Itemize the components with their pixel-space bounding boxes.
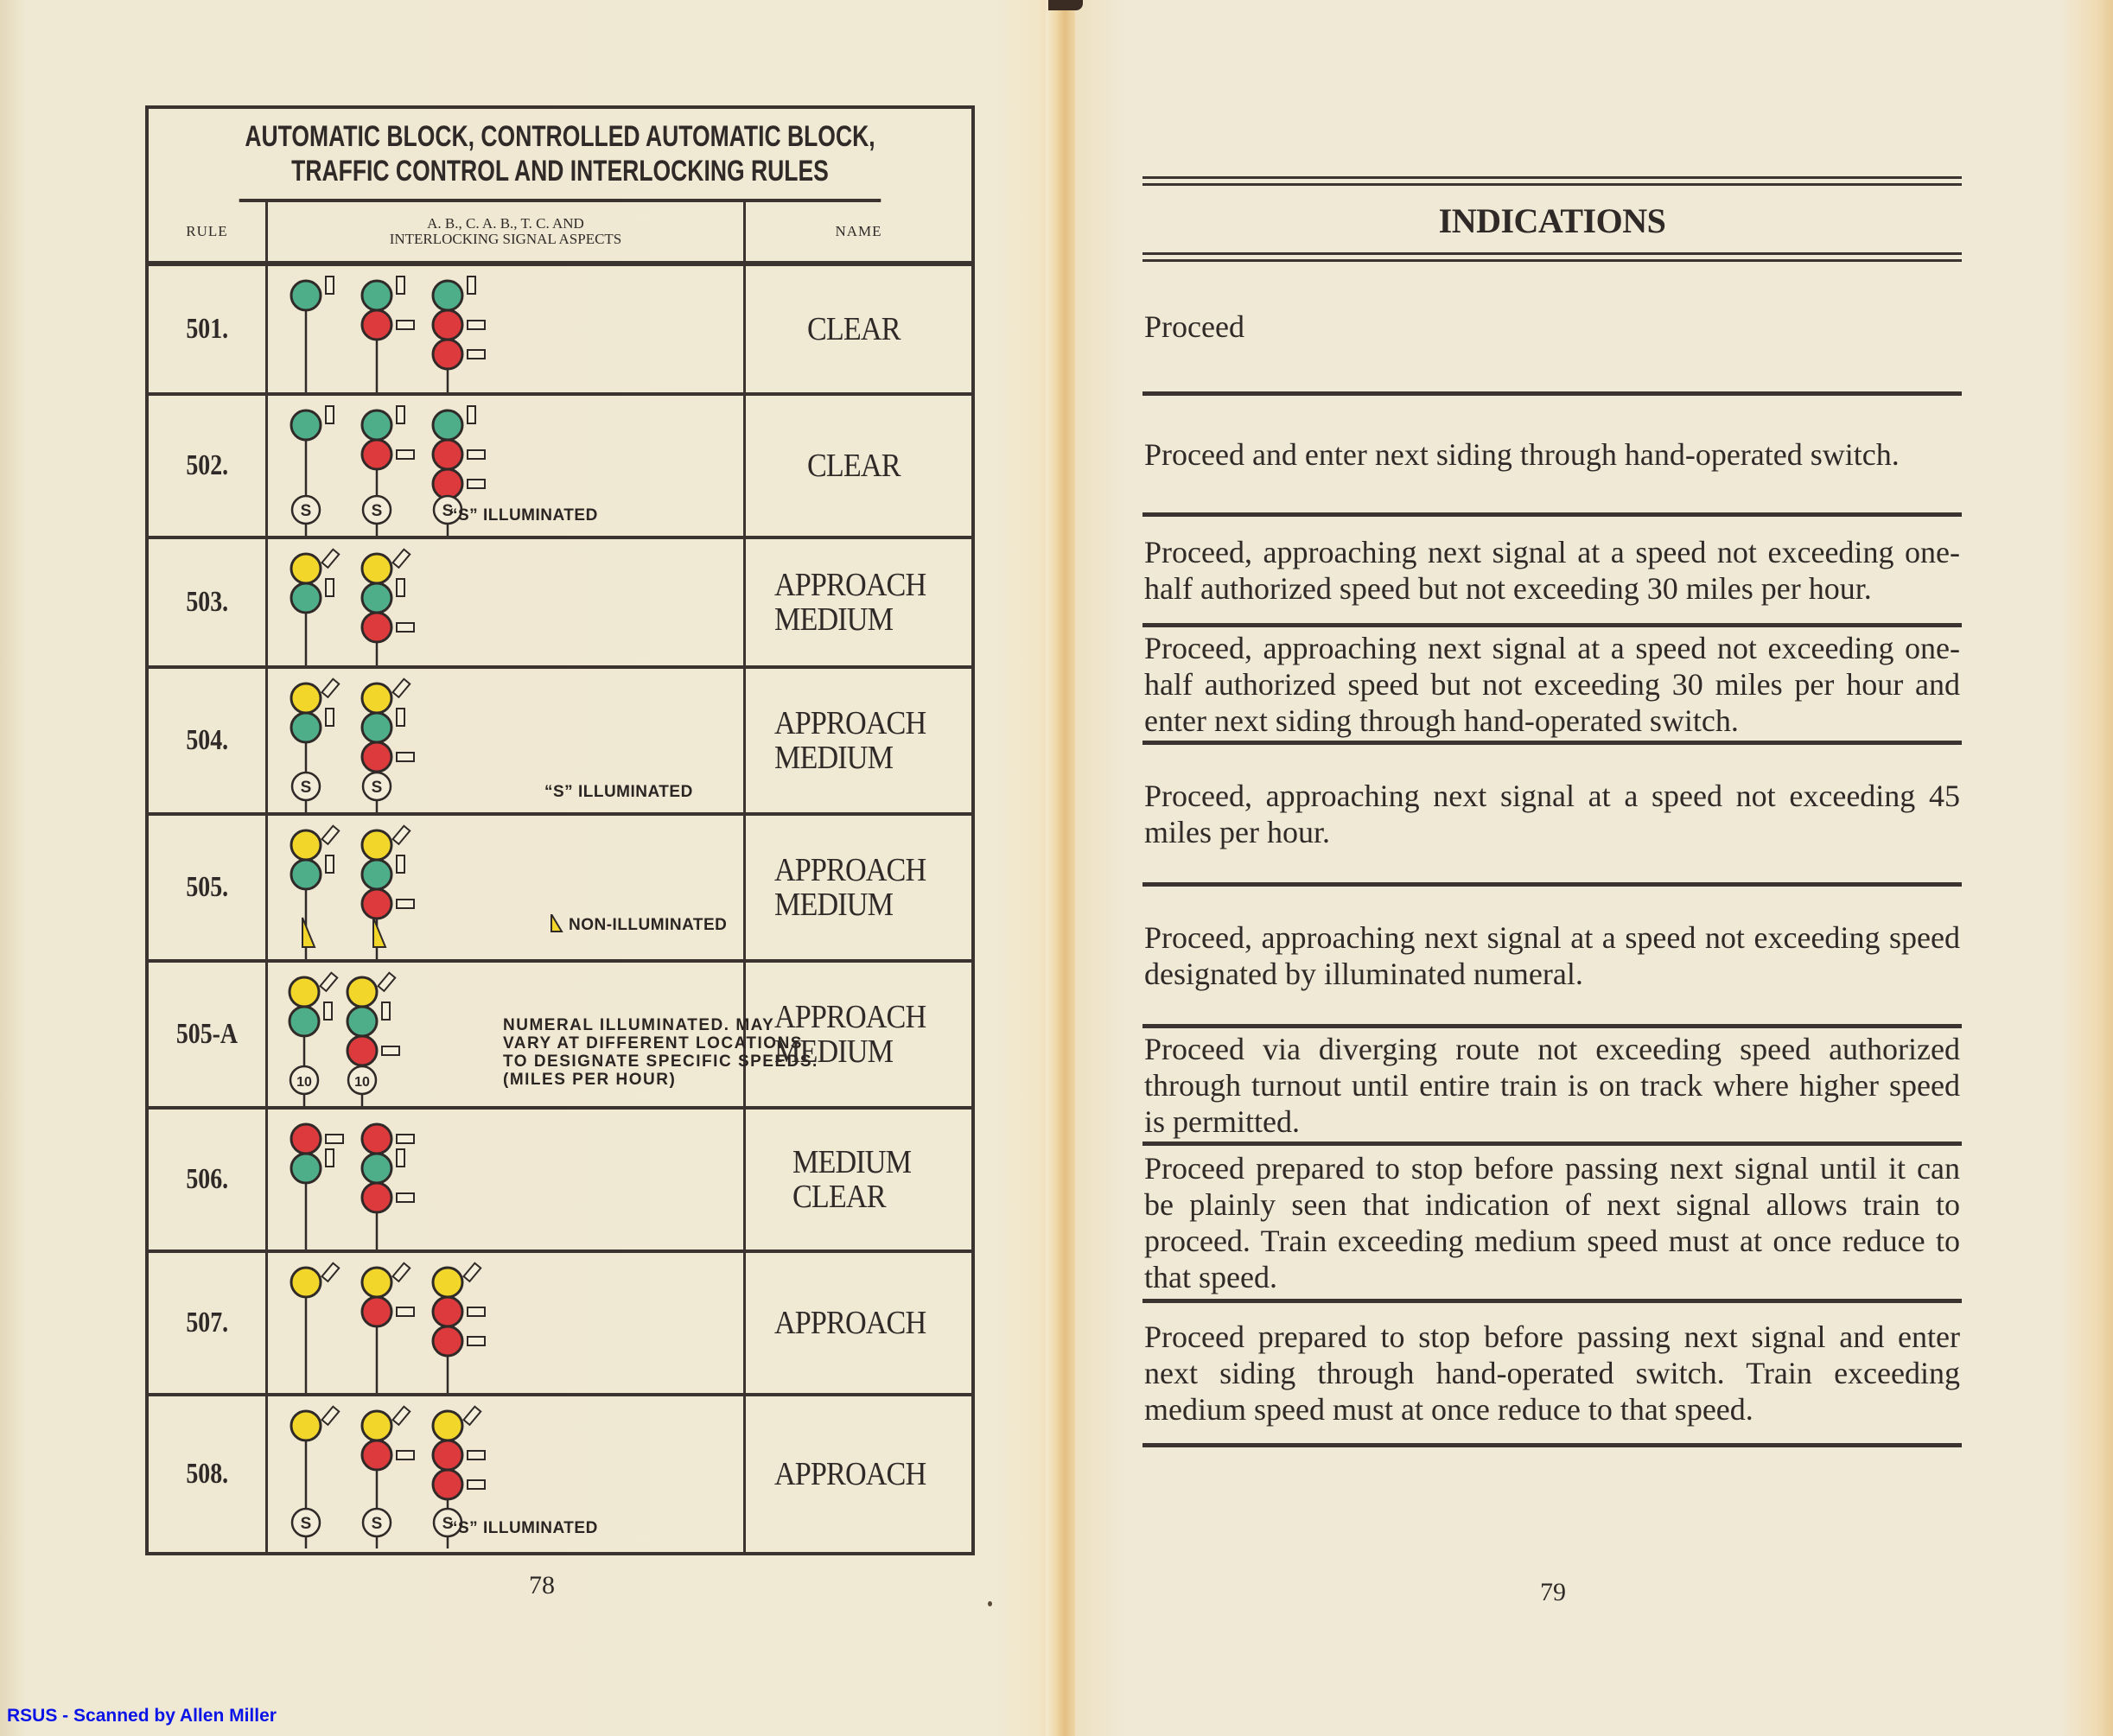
indication-text: Proceed	[1144, 309, 1244, 344]
rule-row	[149, 1396, 971, 1552]
aspect-cell	[268, 1396, 746, 1552]
signal-mast	[291, 1263, 339, 1393]
name-cell	[746, 816, 971, 959]
semaphore-blade-horizontal-icon	[468, 1307, 485, 1316]
yellow-signal-light	[362, 1411, 391, 1440]
rule-row	[149, 963, 971, 1110]
rule-number: 501.	[186, 313, 228, 345]
rule-row	[149, 396, 971, 539]
semaphore-blade-vertical-icon	[397, 855, 404, 873]
semaphore-blade-45-icon	[464, 1263, 481, 1281]
aspect-note-line: NUMERAL ILLUMINATED. MAY	[503, 1016, 775, 1034]
semaphore-blade-horizontal-icon	[382, 1046, 399, 1055]
triangle-marker-icon	[302, 918, 315, 947]
green-signal-light	[362, 410, 391, 440]
rule-row	[149, 669, 971, 816]
rule-cell	[149, 963, 268, 1106]
aspect-cell	[268, 816, 746, 959]
aspect-note-text: “S” ILLUMINATED	[449, 506, 598, 525]
yellow-signal-light	[290, 977, 319, 1007]
signal-rules-table	[145, 105, 975, 1555]
triangle-marker-icon	[373, 918, 385, 947]
red-signal-light	[433, 310, 462, 340]
name-cell	[746, 539, 971, 665]
svg-text:S: S	[371, 779, 383, 797]
scan-credit: RSUS - Scanned by Allen Miller	[7, 1706, 277, 1726]
semaphore-blade-horizontal-icon	[326, 1135, 343, 1143]
aspect-cell	[268, 396, 746, 536]
red-signal-light	[347, 1036, 377, 1065]
indication-text: Proceed, approaching next signal at a speed not exceeding speed designated by illuminated numeral.	[1144, 919, 1960, 991]
semaphore-blade-vertical-icon	[397, 406, 404, 423]
yellow-signal-light	[291, 1268, 321, 1297]
green-signal-light	[291, 860, 321, 889]
table-body	[149, 266, 971, 1552]
semaphore-blade-horizontal-icon	[397, 1307, 414, 1316]
semaphore-blade-vertical-icon	[326, 406, 334, 423]
signal-mast	[291, 550, 339, 665]
semaphore-blade-horizontal-icon	[397, 623, 414, 632]
indication-row	[1142, 741, 1962, 882]
semaphore-blade-vertical-icon	[326, 277, 334, 294]
green-signal-light	[347, 1007, 377, 1036]
semaphore-blade-vertical-icon	[382, 1002, 390, 1020]
red-signal-light	[362, 1440, 391, 1470]
indication-text: Proceed via diverging route not exceeding speed authorized through turnout until entire train is on track where higher speed is permitted.	[1144, 1031, 1960, 1139]
book-gutter	[1046, 0, 1075, 1736]
green-signal-light	[291, 583, 321, 613]
green-signal-light	[290, 1007, 319, 1036]
semaphore-blade-horizontal-icon	[397, 1135, 414, 1143]
green-signal-light	[433, 281, 462, 310]
semaphore-blade-vertical-icon	[468, 406, 475, 423]
green-signal-light	[291, 1154, 321, 1183]
red-signal-light	[362, 613, 391, 642]
semaphore-blade-45-icon	[321, 973, 338, 991]
signal-aspects-drawing	[268, 1110, 746, 1253]
semaphore-blade-horizontal-icon	[468, 450, 485, 459]
indication-text: Proceed and enter next siding through hand-operated switch.	[1144, 436, 1900, 472]
yellow-signal-light	[362, 554, 391, 583]
signal-mast	[433, 1263, 485, 1393]
signal-mast	[291, 406, 334, 536]
indication-text: Proceed prepared to stop before passing next signal until it can be plainly seen that indication of next signal allows train to proceed. Train exceeding medium speed must at once reduce to that speed.	[1144, 1150, 1960, 1294]
red-signal-light	[362, 1124, 391, 1154]
semaphore-blade-45-icon	[322, 1407, 340, 1425]
indication-text: Proceed, approaching next signal at a speed not exceeding one-half authorized speed but not exceeding 30 miles per hour and enter next siding through hand-operated switch.	[1144, 630, 1960, 738]
semaphore-blade-horizontal-icon	[397, 1451, 414, 1459]
signal-aspects-drawing	[268, 816, 746, 963]
signal-mast	[362, 1407, 414, 1548]
name-cell	[746, 1253, 971, 1393]
page-number-right: 79	[1540, 1578, 1566, 1606]
aspect-note	[569, 916, 727, 935]
aspect-name-line: APPROACH	[774, 1305, 926, 1341]
svg-text:S: S	[300, 779, 312, 797]
yellow-signal-light	[362, 830, 391, 860]
header-name	[746, 202, 971, 261]
svg-text:S: S	[442, 1515, 454, 1533]
aspect-name-line: MEDIUM	[792, 1144, 912, 1180]
red-signal-light	[362, 889, 391, 919]
svg-text:10: 10	[354, 1075, 370, 1090]
semaphore-blade-45-icon	[393, 1407, 411, 1425]
semaphore-blade-horizontal-icon	[468, 1337, 485, 1345]
green-signal-light	[291, 713, 321, 742]
red-signal-light	[362, 742, 391, 772]
semaphore-blade-45-icon	[393, 550, 411, 568]
semaphore-blade-horizontal-icon	[397, 1193, 414, 1202]
table-title-line-1: AUTOMATIC BLOCK, CONTROLLED AUTOMATIC BLOCK,	[245, 120, 875, 153]
red-signal-light	[362, 310, 391, 340]
aspect-cell	[268, 669, 746, 812]
table-header-row	[149, 202, 971, 266]
aspect-note	[449, 506, 598, 525]
aspect-note-text: NON-ILLUMINATED	[569, 916, 728, 934]
semaphore-blade-vertical-icon	[397, 277, 404, 294]
green-signal-light	[291, 410, 321, 440]
indication-text: Proceed, approaching next signal at a speed not exceeding one-half authorized speed but not exceeding 30 miles per hour.	[1144, 534, 1960, 606]
indication-row	[1142, 1024, 1962, 1141]
aspect-note	[449, 1519, 598, 1538]
header-aspects-line-2: INTERLOCKING SIGNAL ASPECTS	[389, 231, 622, 247]
aspect-name-line: MEDIUM	[774, 1033, 894, 1070]
green-signal-light	[362, 1154, 391, 1183]
aspect-name	[792, 1145, 924, 1214]
yellow-signal-light	[291, 1411, 321, 1440]
semaphore-blade-45-icon	[393, 1263, 411, 1281]
aspect-name-line: APPROACH	[774, 705, 926, 741]
semaphore-blade-horizontal-icon	[468, 1480, 485, 1489]
indication-text: Proceed, approaching next signal at a speed not exceeding 45 miles per hour.	[1144, 778, 1960, 849]
rule-row	[149, 1110, 971, 1253]
triangle-legend-icon	[550, 914, 563, 933]
red-signal-light	[433, 1297, 462, 1326]
aspect-name-line: CLEAR	[806, 311, 901, 347]
aspect-note	[544, 783, 693, 802]
indication-row	[1142, 1141, 1962, 1299]
aspect-name-line: CLEAR	[806, 448, 901, 484]
yellow-signal-light	[362, 684, 391, 713]
indications-body	[1142, 262, 1962, 1447]
indication-text: Proceed prepared to stop before passing next signal and enter next siding through hand-operated switch. Train exceeding medium speed must at once reduce to that speed.	[1144, 1319, 1960, 1427]
header-bottom-rule	[1142, 252, 1962, 255]
rule-number: 507.	[186, 1307, 228, 1339]
signal-mast	[362, 1263, 414, 1393]
semaphore-blade-horizontal-icon	[397, 900, 414, 908]
semaphore-blade-45-icon	[464, 1407, 481, 1425]
aspect-name	[807, 312, 911, 347]
aspect-cell	[268, 1253, 746, 1393]
signal-aspects-drawing	[268, 1253, 746, 1396]
green-signal-light	[362, 860, 391, 889]
rule-row	[149, 539, 971, 669]
rule-number: 504.	[186, 724, 228, 756]
signal-mast	[362, 277, 414, 392]
rule-number: 505-A	[175, 1018, 239, 1050]
green-signal-light	[362, 713, 391, 742]
semaphore-blade-horizontal-icon	[468, 321, 485, 329]
semaphore-blade-vertical-icon	[326, 709, 334, 726]
table-title	[239, 109, 881, 202]
indication-row	[1142, 512, 1962, 623]
red-signal-light	[362, 440, 391, 469]
semaphore-blade-horizontal-icon	[397, 753, 414, 761]
semaphore-blade-45-icon	[322, 826, 340, 844]
rule-number: 506.	[186, 1163, 228, 1195]
red-signal-light	[433, 1440, 462, 1470]
aspect-name	[807, 448, 911, 483]
indications-table	[1142, 176, 1962, 1447]
signal-aspects-drawing	[268, 266, 746, 396]
signal-mast	[291, 679, 339, 812]
aspect-note-line: VARY AT DIFFERENT LOCATIONS	[503, 1034, 803, 1052]
indication-row	[1142, 391, 1962, 512]
svg-text:S: S	[300, 502, 312, 520]
yellow-signal-light	[362, 1268, 391, 1297]
signal-mast	[362, 679, 414, 812]
semaphore-blade-vertical-icon	[326, 1149, 334, 1167]
semaphore-blade-vertical-icon	[326, 579, 334, 596]
semaphore-blade-vertical-icon	[324, 1002, 332, 1020]
rule-row	[149, 816, 971, 963]
semaphore-blade-vertical-icon	[468, 277, 475, 294]
red-signal-light	[362, 1297, 391, 1326]
rule-cell	[149, 1110, 268, 1250]
aspect-note-line: (MILES PER HOUR)	[503, 1071, 677, 1089]
aspect-name-line: CLEAR	[792, 1179, 886, 1215]
aspect-note-text: “S” ILLUMINATED	[449, 1519, 598, 1537]
signal-mast	[362, 550, 414, 665]
signal-mast	[291, 1124, 343, 1250]
aspect-cell	[268, 1110, 746, 1250]
rule-number: 503.	[186, 586, 228, 618]
rule-number: 505.	[186, 871, 228, 903]
svg-text:S: S	[300, 1515, 312, 1533]
green-signal-light	[362, 281, 391, 310]
yellow-signal-light	[291, 830, 321, 860]
yellow-signal-light	[433, 1411, 462, 1440]
semaphore-blade-vertical-icon	[397, 1149, 404, 1167]
semaphore-blade-horizontal-icon	[397, 321, 414, 329]
semaphore-blade-vertical-icon	[326, 855, 334, 873]
rule-row	[149, 266, 971, 396]
name-cell	[746, 396, 971, 536]
aspect-name-line: MEDIUM	[774, 740, 894, 776]
semaphore-blade-45-icon	[379, 973, 396, 991]
svg-text:S: S	[371, 502, 383, 520]
aspect-name-line: APPROACH	[774, 852, 926, 888]
indication-row	[1142, 623, 1962, 741]
svg-text:10: 10	[296, 1075, 312, 1090]
aspect-name-line: APPROACH	[774, 999, 926, 1035]
yellow-signal-light	[433, 1268, 462, 1297]
semaphore-blade-vertical-icon	[397, 579, 404, 596]
header-top-rule-2	[1142, 183, 1962, 186]
rule-cell	[149, 816, 268, 959]
indication-row	[1142, 1299, 1962, 1447]
aspect-note	[503, 1016, 818, 1089]
semaphore-blade-45-icon	[393, 826, 411, 844]
signal-mast	[290, 973, 337, 1106]
indication-row	[1142, 262, 1962, 391]
aspect-cell	[268, 539, 746, 665]
semaphore-blade-vertical-icon	[397, 709, 404, 726]
semaphore-blade-45-icon	[393, 679, 411, 697]
indication-row	[1142, 882, 1962, 1024]
name-cell	[746, 1110, 971, 1250]
aspect-cell	[268, 266, 746, 392]
rule-cell	[149, 539, 268, 665]
aspect-name	[774, 706, 943, 775]
semaphore-blade-45-icon	[322, 679, 340, 697]
yellow-signal-light	[347, 977, 377, 1007]
header-rule-label: RULE	[186, 223, 228, 239]
semaphore-blade-horizontal-icon	[468, 1451, 485, 1459]
header-rule	[149, 202, 268, 261]
header-aspects	[268, 202, 746, 261]
red-signal-light	[433, 1326, 462, 1356]
semaphore-blade-horizontal-icon	[468, 480, 485, 488]
signal-mast	[362, 1124, 414, 1250]
name-cell	[746, 669, 971, 812]
rule-number: 508.	[186, 1458, 228, 1490]
rule-cell	[149, 669, 268, 812]
red-signal-light	[433, 440, 462, 469]
red-signal-light	[433, 340, 462, 369]
rule-cell	[149, 266, 268, 392]
aspect-name	[774, 1000, 943, 1069]
green-signal-light	[291, 281, 321, 310]
green-signal-light	[362, 583, 391, 613]
red-signal-light	[291, 1124, 321, 1154]
signal-mast	[362, 826, 414, 959]
aspect-name-line: MEDIUM	[774, 887, 894, 923]
name-cell	[746, 1396, 971, 1552]
aspect-name	[774, 853, 943, 922]
header-aspects-line-1: A. B., C. A. B., T. C. AND	[427, 215, 584, 232]
semaphore-blade-horizontal-icon	[468, 350, 485, 359]
table-title-line-2: TRAFFIC CONTROL AND INTERLOCKING RULES	[291, 155, 829, 188]
page-number-left: 78	[529, 1571, 555, 1599]
signal-aspects-drawing	[268, 539, 746, 669]
yellow-signal-light	[291, 554, 321, 583]
svg-text:S: S	[371, 1515, 383, 1533]
rule-number: 502.	[186, 449, 228, 481]
semaphore-blade-horizontal-icon	[397, 450, 414, 459]
ink-speck	[988, 1601, 992, 1606]
red-signal-light	[433, 1470, 462, 1499]
yellow-signal-light	[291, 684, 321, 713]
rule-cell	[149, 1253, 268, 1393]
rule-cell	[149, 1396, 268, 1552]
aspect-name-line: MEDIUM	[774, 601, 894, 638]
aspect-name	[774, 1306, 943, 1340]
red-signal-light	[362, 1183, 391, 1212]
signal-mast	[291, 277, 334, 392]
aspect-note-text: “S” ILLUMINATED	[544, 783, 693, 801]
signal-mast	[362, 406, 414, 536]
red-signal-light	[433, 469, 462, 499]
signal-mast	[347, 973, 399, 1106]
header-top-rule	[1142, 176, 1962, 179]
aspect-name	[774, 568, 943, 637]
aspect-name-line: APPROACH	[774, 567, 926, 603]
header-name-label: NAME	[835, 223, 882, 239]
aspect-name-line: APPROACH	[774, 1456, 926, 1492]
indications-header: INDICATIONS	[1438, 201, 1666, 240]
green-signal-light	[433, 410, 462, 440]
signal-mast	[291, 1407, 339, 1548]
name-cell	[746, 266, 971, 392]
aspect-cell	[268, 963, 818, 1106]
signal-mast	[433, 277, 485, 392]
svg-text:S: S	[442, 502, 454, 520]
rule-cell	[149, 396, 268, 536]
aspect-note-line: TO DESIGNATE SPECIFIC SPEEDS.	[503, 1052, 818, 1071]
semaphore-blade-45-icon	[322, 550, 340, 568]
semaphore-blade-45-icon	[322, 1263, 340, 1281]
aspect-name	[774, 1457, 943, 1491]
signal-mast	[291, 826, 339, 959]
rule-row	[149, 1253, 971, 1396]
book-binding-shadow	[1048, 0, 1083, 10]
